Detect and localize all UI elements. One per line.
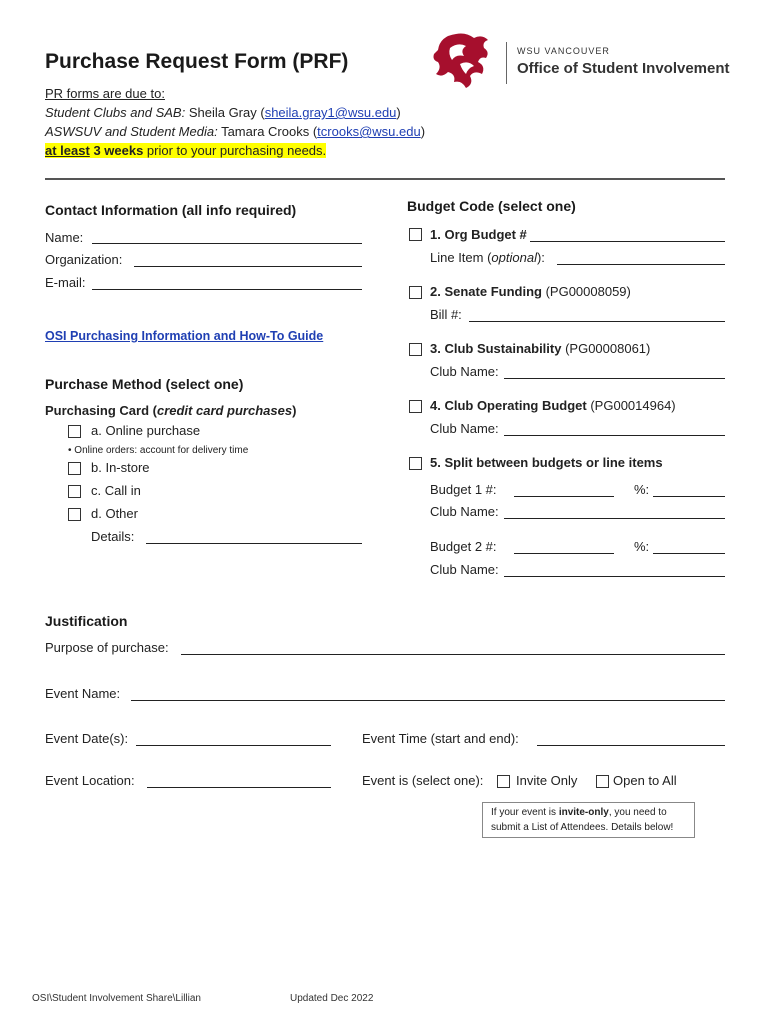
event-name-field[interactable] — [131, 700, 725, 701]
line-item-field[interactable] — [557, 264, 725, 265]
senate-funding-checkbox[interactable] — [409, 286, 422, 299]
footer-updated: Updated Dec 2022 — [290, 993, 374, 1004]
bill-label: Bill #: — [430, 307, 462, 322]
line-item-text: Line Item ( — [430, 250, 492, 265]
sustain-code: (PG00008061) — [561, 341, 651, 356]
club-sustainability-label — [430, 341, 650, 356]
event-dates-label: Event Date(s): — [45, 731, 129, 746]
callin-checkbox[interactable] — [68, 485, 81, 498]
split2-club-name-field[interactable] — [504, 576, 725, 577]
split1-club-name-label: Club Name: — [430, 504, 499, 519]
weeks-text: 3 weeks — [93, 143, 144, 158]
budget1-pct-label: %: — [634, 482, 650, 497]
budget2-pct-field[interactable] — [653, 553, 725, 554]
card-close-text: ) — [292, 403, 297, 418]
note-post: , you need to — [608, 807, 667, 818]
budget1-pct-field[interactable] — [653, 496, 725, 497]
bullet-icon: • — [68, 445, 72, 456]
event-name-label: Event Name: — [45, 686, 121, 701]
instore-checkbox[interactable] — [68, 462, 81, 475]
guide-link[interactable] — [45, 329, 323, 343]
split-budget-checkbox[interactable] — [409, 457, 422, 470]
aswsuv-email-link[interactable]: tcrooks@wsu.edu — [317, 124, 421, 139]
budget1-label: Budget 1 #: — [430, 482, 497, 497]
online-note — [68, 445, 248, 456]
logo-campus: WSU VANCOUVER — [517, 46, 610, 56]
open-to-all-checkbox[interactable] — [596, 775, 609, 788]
sustain-club-name-field[interactable] — [504, 378, 725, 379]
org-budget-checkbox[interactable] — [409, 228, 422, 241]
senate-text: 2. Senate Funding — [430, 284, 542, 299]
event-is-label: Event is (select one): — [362, 773, 484, 788]
operating-text: 4. Club Operating Budget — [430, 398, 587, 413]
operating-club-name-field[interactable] — [504, 435, 725, 436]
purpose-label: Purpose of purchase: — [45, 640, 169, 655]
note-line2: submit a List of Attendees. Details below! — [491, 822, 674, 833]
org-budget-field[interactable] — [530, 241, 725, 242]
aswsuv-name: Tamara Crooks ( — [217, 124, 318, 139]
details-label: Details: — [91, 529, 135, 544]
purchase-method-heading: Purchase Method (select one) — [45, 376, 244, 392]
budget-heading: Budget Code (select one) — [407, 198, 576, 214]
purpose-field[interactable] — [181, 654, 725, 655]
callin-label: c. Call in — [91, 483, 141, 498]
invite-only-note — [482, 802, 695, 838]
clubs-label: Student Clubs and SAB: — [45, 105, 186, 120]
split1-club-name-field[interactable] — [504, 518, 725, 519]
event-dates-field[interactable] — [136, 745, 331, 746]
sustain-text: 3. Club Sustainability — [430, 341, 562, 356]
split2-club-name-label: Club Name: — [430, 562, 499, 577]
budget2-field[interactable] — [514, 553, 614, 554]
deadline-rest: prior to your purchasing needs. — [143, 143, 327, 158]
online-purchase-label: a. Online purchase — [91, 423, 201, 438]
line-item-close: ): — [536, 250, 545, 265]
event-time-label: Event Time (start and end): — [362, 731, 519, 746]
other-label: d. Other — [91, 506, 138, 521]
aswsuv-close-paren: ) — [420, 124, 426, 139]
clubs-contact-line — [45, 103, 401, 122]
purchasing-card-label — [45, 403, 296, 418]
logo-office: Office of Student Involvement — [517, 60, 730, 77]
line-item-label — [430, 250, 545, 265]
event-location-label: Event Location: — [45, 773, 135, 788]
clubs-name: Sheila Gray ( — [185, 105, 265, 120]
open-to-all-label: Open to All — [613, 773, 677, 788]
operating-code: (PG00014964) — [586, 398, 676, 413]
club-sustainability-checkbox[interactable] — [409, 343, 422, 356]
club-operating-checkbox[interactable] — [409, 400, 422, 413]
org-budget-label: 1. Org Budget # — [430, 227, 527, 242]
event-time-field[interactable] — [537, 745, 725, 746]
aswsuv-contact-line — [45, 122, 425, 141]
header-rule — [45, 178, 725, 180]
budget1-field[interactable] — [514, 496, 614, 497]
organization-field[interactable] — [134, 266, 362, 267]
cougar-logo-icon — [430, 30, 498, 90]
line-item-optional: optional — [491, 250, 537, 265]
due-to-label: PR forms are due to: — [45, 86, 165, 101]
split-budget-label: 5. Split between budgets or line items — [430, 455, 663, 470]
event-location-field[interactable] — [147, 787, 331, 788]
note-pre: If your event is — [491, 807, 559, 818]
invite-only-checkbox[interactable] — [497, 775, 510, 788]
clubs-email-link[interactable]: sheila.gray1@wsu.edu — [264, 105, 397, 120]
aswsuv-label: ASWSUV and Student Media: — [45, 124, 218, 139]
email-label: E-mail: — [45, 275, 86, 290]
instore-label: b. In-store — [91, 460, 150, 475]
budget2-pct-label: %: — [634, 539, 650, 554]
budget2-label: Budget 2 #: — [430, 539, 497, 554]
at-least-text: at least — [45, 143, 90, 158]
senate-funding-label — [430, 284, 631, 299]
email-field[interactable] — [92, 289, 362, 290]
card-label-text: Purchasing Card ( — [45, 403, 157, 418]
name-label: Name: — [45, 230, 84, 245]
details-field[interactable] — [146, 543, 362, 544]
guide-link-text[interactable]: OSI Purchasing Information and How-To Guide — [45, 329, 324, 343]
senate-code: (PG00008059) — [541, 284, 631, 299]
online-note-text: Online orders: account for delivery time — [74, 445, 249, 456]
operating-club-name-label: Club Name: — [430, 421, 499, 436]
contact-heading: Contact Information (all info required) — [45, 202, 297, 218]
note-bold: invite-only — [558, 807, 609, 818]
sustain-club-name-label: Club Name: — [430, 364, 499, 379]
deadline-line — [45, 141, 326, 160]
online-purchase-checkbox[interactable] — [68, 425, 81, 438]
club-operating-label — [430, 398, 676, 413]
page-title: Purchase Request Form (PRF) — [45, 50, 349, 73]
other-checkbox[interactable] — [68, 508, 81, 521]
card-italic-text: credit card purchases — [156, 403, 293, 418]
clubs-close-paren: ) — [396, 105, 401, 120]
organization-label: Organization: — [45, 252, 123, 267]
name-field[interactable] — [92, 243, 362, 244]
footer-path: OSI\Student Involvement Share\Lillian — [32, 993, 201, 1004]
due-to-line — [45, 84, 165, 103]
logo-divider — [506, 42, 507, 84]
bill-field[interactable] — [469, 321, 725, 322]
invite-only-label: Invite Only — [516, 773, 578, 788]
justification-heading: Justification — [45, 613, 128, 629]
